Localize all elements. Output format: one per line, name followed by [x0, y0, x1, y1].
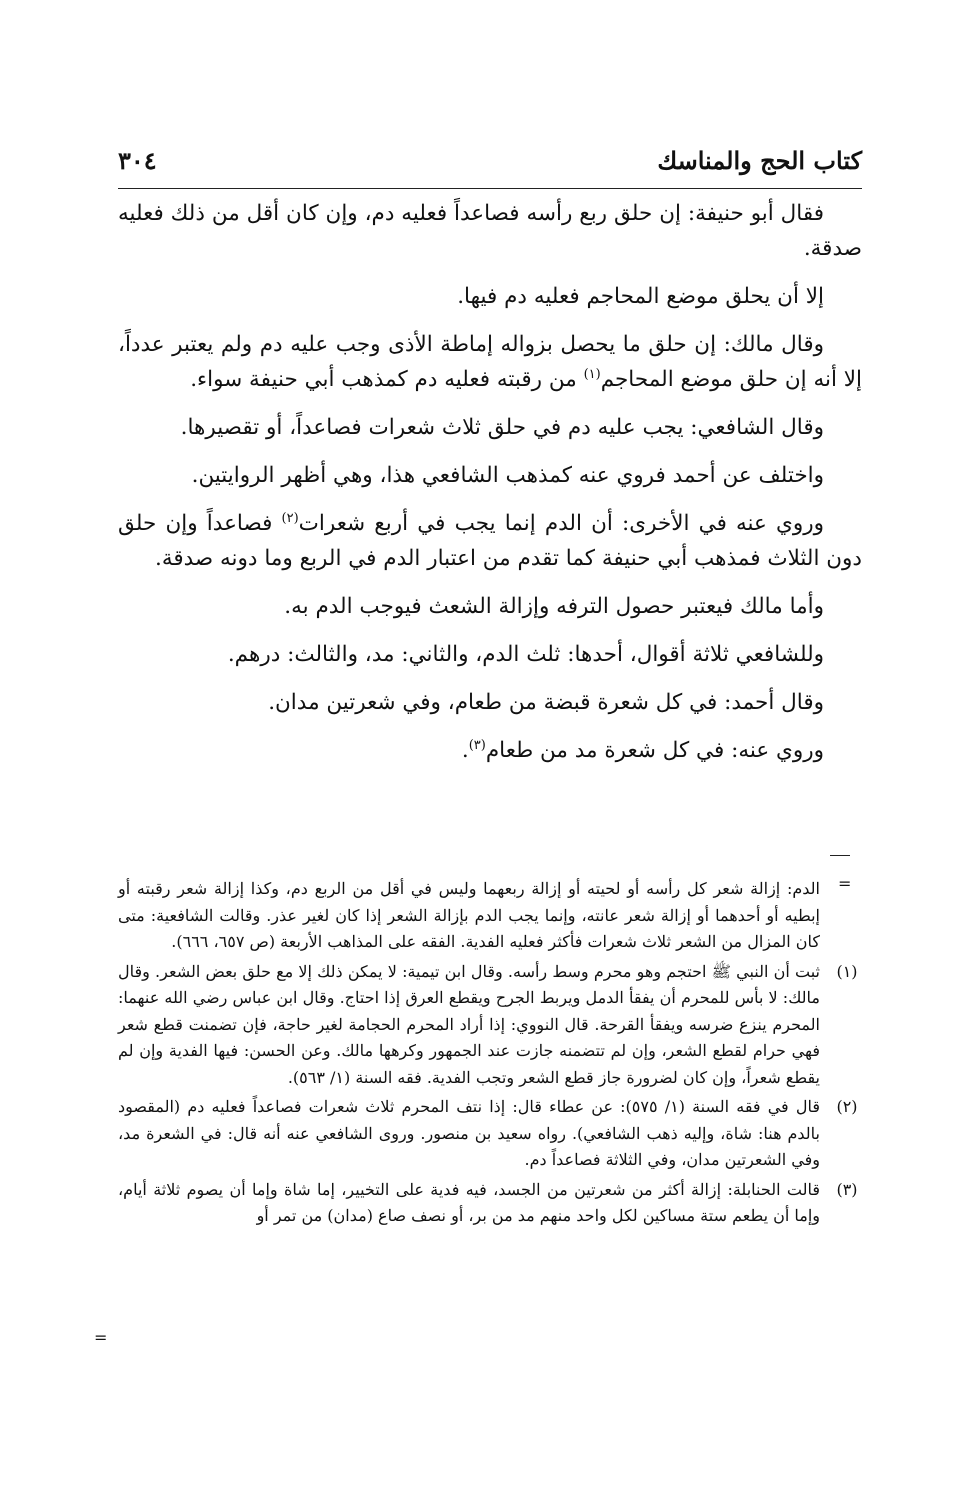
footnote-text: ثبت أن النبي ﷺ احتجم وهو محرم وسط رأسه. وقال ابن تيمية: لا يمكن ذلك إلا مع حلق بعض الشعر. وقال مالك: لا بأس للمحرم أن يفقأ الدمل ويربط الجرح ويقطع العرق إذا احتاج. وقال ابن عباس رضي الله عنهما: المحرم ينزع ضرسه ويفقأ القرحة. قال النووي: إذا أراد المحرم الحجامة لغير حاجة، فإن تضمنت قطع شعر فهي حرام لقطع الشعر، وإن لم تتضمنه جازت عند الجمهور وكرهها مالك. وعن الحسن: فيها الفدية وإن لم يقطع شعراً، وإن كان لضرورة جاز قطع الشعر وتجب الفدية. فقه السنة (١/ ٥٦٣). — [118, 961, 820, 1087]
footnote-separator — [830, 855, 850, 856]
footnote-number: (٣) — [836, 1179, 858, 1199]
paragraph — [118, 733, 862, 768]
paragraph-text: وروي عنه في الأخرى: أن الدم إنما يجب في أربع شعرات — [298, 511, 824, 536]
running-header — [118, 146, 862, 189]
footnote-text: الدم: إزالة شعر كل رأسه أو لحيته أو إزالة ربعهما وليس في أقل من الربع دم، وكذا إزالة شعر رقبته أو إبطيه أو أحدهما أو إزالة شعر عانته، وإنما يجب الدم بإزالة الشعر إذا كان لغير عذر. وقالت الشافعية: متى كان المزال من الشعر ثلاث شعرات فأكثر فعليه الفدية. الفقه على المذاهب الأربعة (ص ٦٥٧، ٦٦٦). — [118, 879, 820, 951]
paragraph-text: وروي عنه: في كل شعرة مد من طعام — [485, 738, 824, 763]
paragraph: وأما مالك فيعتبر حصول الترفه وإزالة الشعث فيوجب الدم به. — [284, 594, 824, 619]
footnote — [118, 1177, 866, 1230]
paragraph-text: وقال مالك: إن حلق ما يحصل بزواله إماطة الأذى وجب عليه دم ولم يعتبر عدداً، إلا أنه إن حلق موضع المحاجم — [118, 332, 862, 392]
paragraph-text: من رقبته فعليه دم كمذهب أبي حنيفة سواء. — [190, 367, 584, 392]
footnote-ref[interactable]: (٣) — [468, 737, 486, 753]
footnote-text: قال في فقه السنة (١/ ٥٧٥): عن عطاء قال: إذا نتف المحرم ثلاث شعرات فصاعداً فعليه دم (المقصود بالدم هنا: شاة، وإليه ذهب الشافعي). رواه سعيد بن منصور. وروى الشافعي عنه أنه قال: في الشعرة مد، وفي الشعرتين مدان، وفي الثلاثة فصاعداً دم. — [118, 1097, 821, 1169]
footnote-ref[interactable]: (٢) — [281, 510, 299, 526]
continuation-mark: = — [838, 874, 852, 893]
footnote — [118, 1094, 866, 1174]
paragraph — [118, 327, 862, 397]
page-number: ٣٠٤ — [118, 146, 157, 175]
footnotes — [118, 876, 866, 1233]
paragraph-text: فصاعداً وإن حلق دون الثلاث فمذهب أبي حنيفة كما تقدم من اعتبار الدم في الربع وما دونه صدقة. — [118, 511, 862, 571]
paragraph-text: . — [461, 738, 469, 763]
chapter-title: كتاب الحج والمناسك — [657, 146, 862, 175]
paragraph: وللشافعي ثلاثة أقوال، أحدها: ثلث الدم، والثاني: مد، والثالث: درهم. — [227, 642, 824, 667]
paragraph: واختلف عن أحمد فروي عنه كمذهب الشافعي هذا، وهي أظهر الروايتين. — [191, 463, 824, 488]
continuation-mark: = — [94, 1328, 108, 1347]
footnote-number: (١) — [836, 961, 858, 981]
footnote-ref[interactable]: (١) — [583, 366, 601, 382]
footnote — [118, 959, 866, 1092]
paragraph: وقال الشافعي: يجب عليه دم في حلق ثلاث شعرات فصاعداً، أو تقصيرها. — [180, 415, 824, 440]
paragraph: إلا أن يحلق موضع المحاجم فعليه دم فيها. — [457, 284, 824, 309]
main-text — [118, 196, 862, 781]
footnote-text: قالت الحنابلة: إزالة أكثر من شعرتين من الجسد، فيه فدية على التخيير، إما شاة وإما أن يصوم ثلاثة أيام، وإما أن يطعم ستة مساكين لكل واحد منهم مد من بر، أو نصف صاع (مدان) من تمر أو — [118, 1179, 821, 1225]
paragraph: وقال أحمد: في كل شعرة قبضة من طعام، وفي شعرتين مدان. — [268, 690, 824, 715]
paragraph — [118, 506, 862, 576]
paragraph: فقال أبو حنيفة: إن حلق ربع رأسه فصاعداً فعليه دم، وإن كان أقل من ذلك فعليه صدقة. — [118, 201, 862, 261]
footnote-number: (٢) — [836, 1097, 858, 1116]
footnote — [118, 876, 866, 956]
